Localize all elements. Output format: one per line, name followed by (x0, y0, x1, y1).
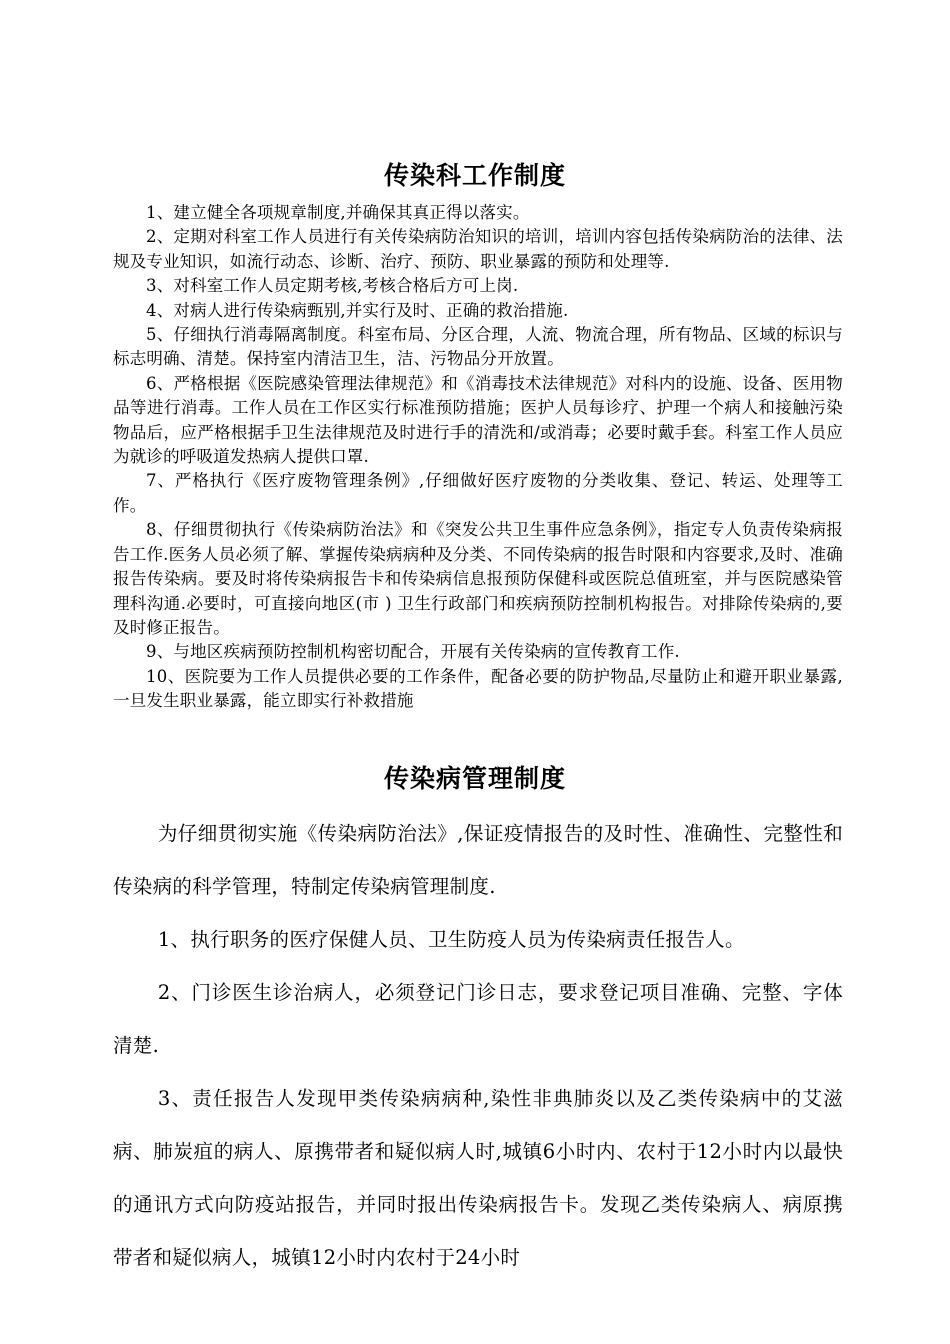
rule-item-6: 6、严格根据《医院感染管理法律规范》和《消毒技术法律规范》对科内的设施、设备、医用物品等进行消毒。工作人员在工作区实行标准预防措施；医护人员每诊疗、护理一个病人和接触污染物品后，应严格根据手卫生法律规范及时进行手的清洗和/或消毒；必要时戴手套。科室工作人员应为就诊的呼吸道发热病人提供口罩. (113, 373, 843, 467)
management-intro: 为仔细贯彻实施《传染病防治法》,保证疫情报告的及时性、准确性、完整性和传染病的科学管理，特制定传染病管理制度. (113, 822, 843, 898)
management-item-3: 3、责任报告人发现甲类传染病病种,染性非典肺炎以及乙类传染病中的艾滋病、肺炭疽的病人、原携带者和疑似病人时,城镇6小时内、农村于12小时内以最快的通讯方式向防疫站报告，并同时报出传染病报告卡。发现乙类传染病人、病原携带者和疑似病人，城镇12小时内农村于24小时 (113, 1087, 843, 1269)
rule-item-3: 3、对科室工作人员定期考核,考核合格后方可上岗. (146, 276, 519, 296)
infectious-disease-management-body (113, 807, 843, 1284)
rule-item-9: 9、与地区疾病预防控制机构密切配合，开展有关传染病的宣传教育工作. (146, 642, 680, 662)
rule-item-8: 8、仔细贯彻执行《传染病防治法》和《突发公共卫生事件应急条例》，指定专人负责传染病报告工作.医务人员必须了解、掌握传染病病种及分类、不同传染病的报告时限和内容要求,及时、准确报告传染病。要及时将传染病报告卡和传染病信息报预防保健科或医院总值班室，并与医院感染管理科沟通.必要时，可直接向地区(市 ) 卫生行政部门和疾病预防控制机构报告。对排除传染病的,要及时修正报告。 (113, 520, 843, 637)
rule-item-2: 2、定期对科室工作人员进行有关传染病防治知识的培训，培训内容包括传染病防治的法律、法规及专业知识，如流行动态、诊断、治疗、预防、职业暴露的预防和处理等. (113, 227, 843, 271)
page-title-infectious-disease-management: 传染病管理制度 (383, 764, 566, 793)
rule-item-5: 5、仔细执行消毒隔离制度。科室布局、分区合理，人流、物流合理，所有物品、区域的标识与标志明确、清楚。保持室内清洁卫生，洁、污物品分开放置。 (113, 325, 843, 369)
rule-item-1: 1、建立健全各项规章制度,并确保其真正得以落实。 (146, 203, 530, 222)
rule-item-7: 7、严格执行《医疗废物管理条例》,仔细做好医疗废物的分类收集、登记、转运、处理等工作。 (113, 471, 843, 515)
page-title-infectious-dept-rules: 传染科工作制度 (383, 161, 566, 190)
infectious-dept-rules-body (113, 201, 843, 714)
rule-item-4: 4、对病人进行传染病甄别,并实行及时、正确的救治措施. (146, 300, 569, 320)
rule-item-10: 10、医院要为工作人员提供必要的工作条件，配备必要的防护物品,尽量防止和避开职业暴露,一旦发生职业暴露，能立即实行补救措施 (113, 666, 843, 711)
management-item-2: 2、门诊医生诊治病人，必须登记门诊日志，要求登记项目准确、完整、字体清楚. (113, 981, 843, 1057)
management-item-1: 1、执行职务的医疗保健人员、卫生防疫人员为传染病责任报告人。 (157, 928, 745, 951)
